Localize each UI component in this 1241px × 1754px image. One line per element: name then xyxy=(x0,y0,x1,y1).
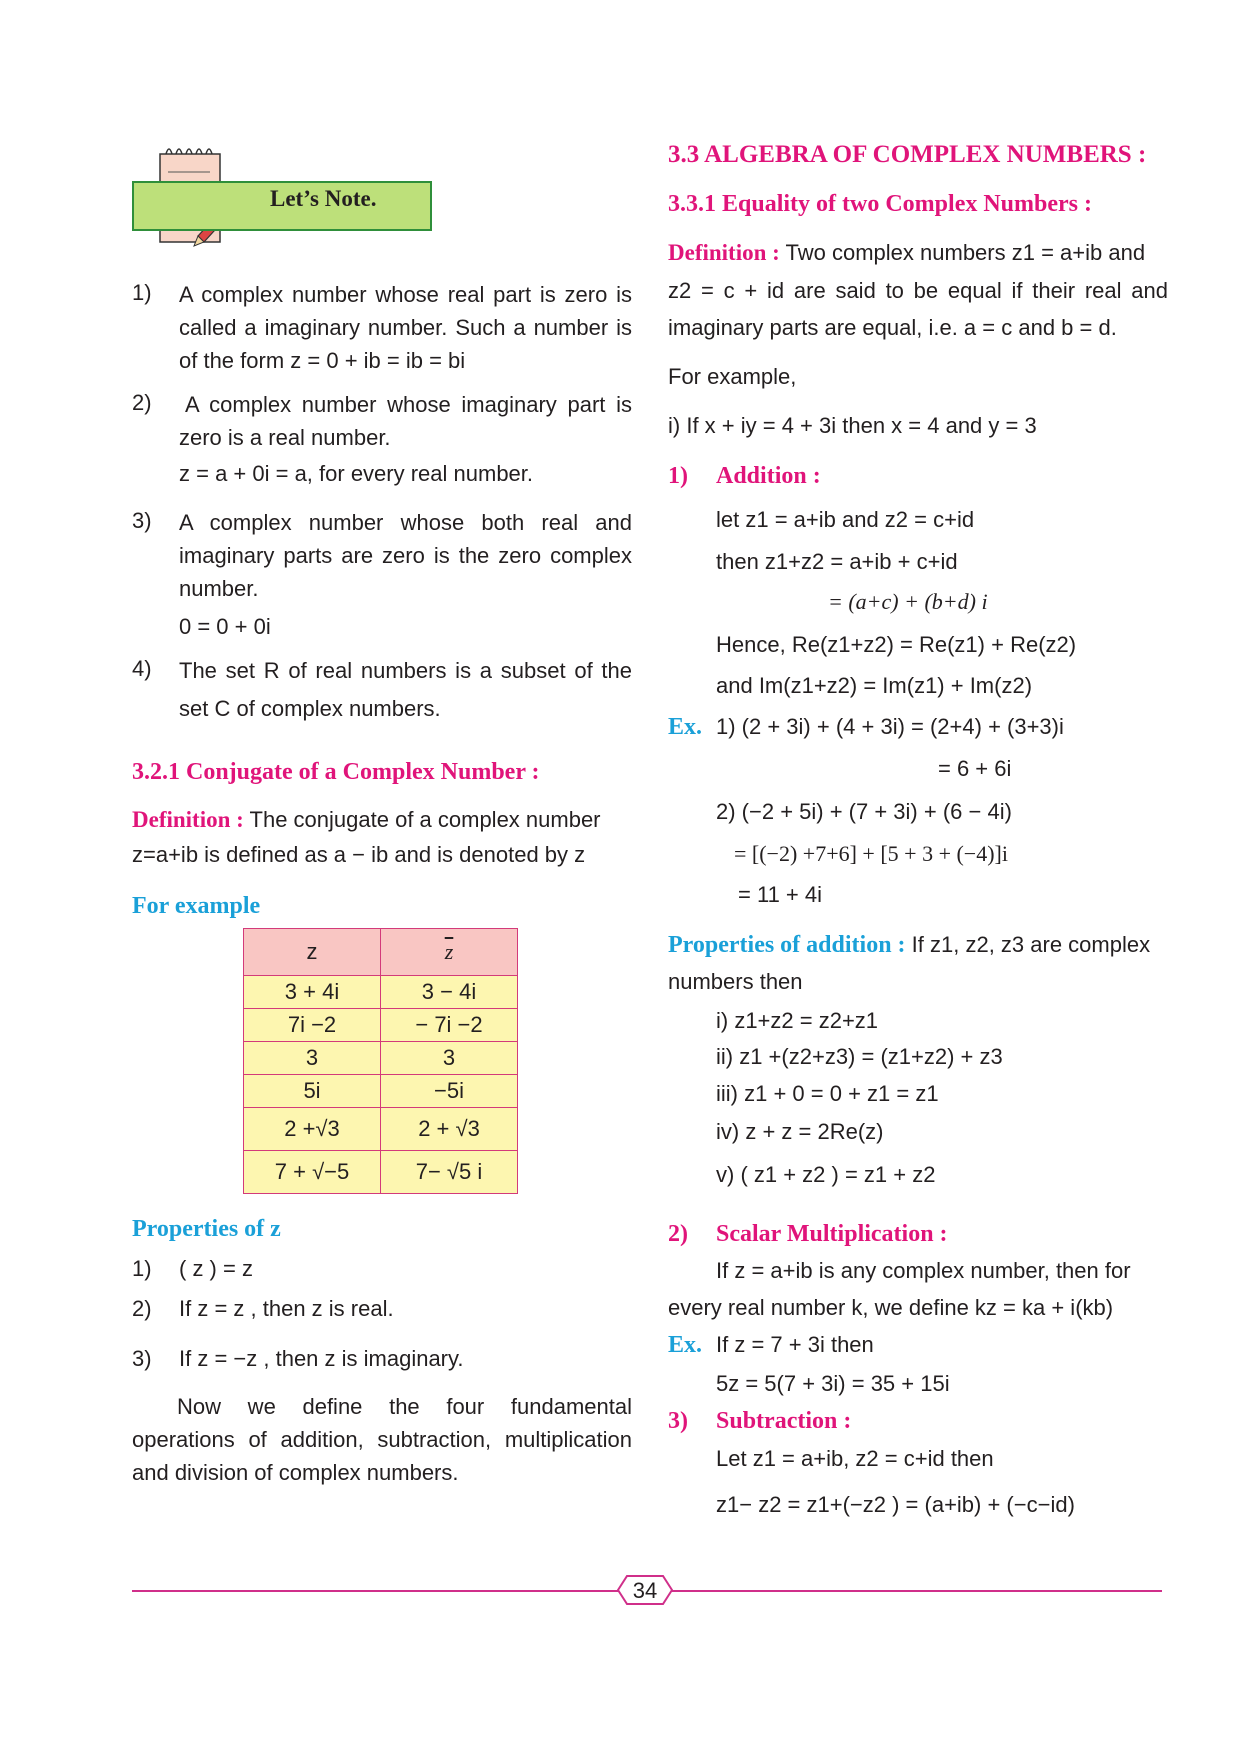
addition-example-1-result: = 6 + 6i xyxy=(938,756,1012,781)
addition-title: Addition : xyxy=(716,463,821,489)
table-row xyxy=(244,1108,518,1151)
property-number: 3) xyxy=(132,1346,152,1371)
note-3-line-4: 0 = 0 + 0i xyxy=(179,614,271,639)
note-3-line-1: A complex number whose both real and xyxy=(179,510,632,535)
table-cell: 3 − 4i xyxy=(381,976,518,1009)
property-text: ( z ) = z xyxy=(179,1256,253,1281)
addition-number: 1) xyxy=(668,463,688,489)
table-row xyxy=(244,976,518,1009)
note-title: Let’s Note. xyxy=(270,186,377,211)
conjugate-definition-line-2: z=a+ib is defined as a − ib and is denoted by z xyxy=(132,842,586,867)
table-header-z-bar: $\overline{z}$ xyxy=(381,929,518,976)
conjugate-property-2 xyxy=(132,1294,394,1324)
addition-line-3: = (a+c) + (b+d) i xyxy=(828,589,988,614)
closing-line-3: and division of complex numbers. xyxy=(132,1460,459,1485)
note-1 xyxy=(132,278,632,377)
note-4 xyxy=(132,654,632,725)
note-3-number: 3) xyxy=(132,508,152,533)
table-row xyxy=(244,1151,518,1194)
note-1-number: 1) xyxy=(132,280,152,305)
property-text: If z = −z , then z is imaginary. xyxy=(179,1346,464,1371)
table-cell: 3 + 4i xyxy=(244,976,381,1009)
equality-subheading: 3.3.1 Equality of two Complex Numbers : xyxy=(668,191,1092,217)
conjugate-definition-line-1 xyxy=(132,805,632,835)
scalar-line-1: If z = a+ib is any complex number, then for xyxy=(716,1258,1131,1283)
equality-definition-line-2: z2 = c + id are said to be equal if their real and xyxy=(668,278,1168,303)
conjugate-property-1 xyxy=(132,1254,253,1284)
property-number: 2) xyxy=(132,1296,152,1321)
properties-of-addition-label: Properties of addition : xyxy=(668,932,906,958)
table-cell: 3 xyxy=(381,1042,518,1075)
subtraction-title: Subtraction : xyxy=(716,1408,852,1434)
note-4-number: 4) xyxy=(132,656,152,681)
properties-of-addition-intro-2: numbers then xyxy=(668,969,803,994)
addition-example-label: Ex. xyxy=(668,714,703,740)
note-1-line-3: of the form z = 0 + ib = ib = bi xyxy=(179,348,466,373)
conjugate-property-3 xyxy=(132,1344,464,1374)
scalar-number: 2) xyxy=(668,1221,688,1247)
closing-line-2: operations of addition, subtraction, multiplication xyxy=(132,1427,632,1452)
note-1-line-1: A complex number whose real part is zero is xyxy=(179,282,632,307)
addition-property-2: ii) z1 +(z2+z3) = (z1+z2) + z3 xyxy=(716,1044,1003,1069)
page-number: 34 xyxy=(632,1578,658,1603)
table-cell: −5i xyxy=(381,1075,518,1108)
scalar-example-1: If z = 7 + 3i then xyxy=(716,1332,874,1357)
table-header-z: z xyxy=(244,929,381,976)
scalar-line-2: every real number k, we define kz = ka + i(kb) xyxy=(668,1295,1114,1320)
note-4-line-2: set C of complex numbers. xyxy=(179,696,441,721)
addition-line-1: let z1 = a+ib and z2 = c+id xyxy=(716,507,975,532)
conjugate-heading: 3.2.1 Conjugate of a Complex Number : xyxy=(132,759,540,785)
note-2 xyxy=(132,388,632,490)
scalar-example-label: Ex. xyxy=(668,1332,703,1358)
note-1-line-2: called a imaginary number. Such a number is xyxy=(179,315,632,340)
equality-definition-text: Two complex numbers z1 = a+ib and xyxy=(785,240,1146,265)
subtraction-line-1: Let z1 = a+ib, z2 = c+id then xyxy=(716,1446,994,1471)
addition-property-3: iii) z1 + 0 = 0 + z1 = z1 xyxy=(716,1081,939,1106)
scalar-example-2: 5z = 5(7 + 3i) = 35 + 15i xyxy=(716,1371,950,1396)
addition-example-2-result: = 11 + 4i xyxy=(738,882,822,907)
table-row xyxy=(244,1042,518,1075)
note-2-number: 2) xyxy=(132,390,152,415)
note-2-line-1: A complex number whose imaginary part is xyxy=(185,392,632,417)
properties-of-addition-intro xyxy=(668,930,1150,960)
equality-definition-line-1 xyxy=(668,238,1168,268)
addition-example-2-step: = [(−2) +7+6] + [5 + 3 + (−4)]i xyxy=(734,841,1008,866)
table-row xyxy=(244,1009,518,1042)
conjugate-definition-label: Definition : xyxy=(132,807,244,832)
note-2-line-3: z = a + 0i = a, for every real number. xyxy=(179,461,534,486)
addition-example-2: 2) (−2 + 5i) + (7 + 3i) + (6 − 4i) xyxy=(716,799,1012,824)
equality-definition-label: Definition : xyxy=(668,240,780,265)
algebra-heading: 3.3 ALGEBRA OF COMPLEX NUMBERS : xyxy=(668,141,1147,168)
equality-example-i: i) If x + iy = 4 + 3i then x = 4 and y = 3 xyxy=(668,413,1037,438)
properties-of-conjugate-heading: Properties of z xyxy=(132,1216,281,1242)
table-cell: − 7i −2 xyxy=(381,1009,518,1042)
table-cell: 7i −2 xyxy=(244,1009,381,1042)
addition-property-1: i) z1+z2 = z2+z1 xyxy=(716,1008,879,1033)
note-3-line-3: number. xyxy=(179,576,259,601)
note-3 xyxy=(132,506,632,643)
addition-property-5: v) ( z1 + z2 ) = z1 + z2 xyxy=(716,1162,936,1187)
addition-property-4: iv) z + z = 2Re(z) xyxy=(716,1119,884,1144)
note-4-line-1: The set R of real numbers is a subset of the xyxy=(179,658,632,683)
subtraction-line-2: z1− z2 = z1+(−z2 ) = (a+ib) + (−c−id) xyxy=(716,1492,1075,1517)
property-text: If z = z , then z is real. xyxy=(179,1296,394,1321)
table-header-row xyxy=(244,929,518,976)
addition-line-4: Hence, Re(z1+z2) = Re(z1) + Re(z2) xyxy=(716,632,1077,657)
note-2-line-2: zero is a real number. xyxy=(179,425,391,450)
addition-example-1: 1) (2 + 3i) + (4 + 3i) = (2+4) + (3+3)i xyxy=(716,714,1064,739)
scalar-title: Scalar Multiplication : xyxy=(716,1221,948,1247)
properties-of-addition-text: If z1, z2, z3 are complex xyxy=(911,932,1151,957)
subtraction-number: 3) xyxy=(668,1408,688,1434)
for-example-label: For example, xyxy=(668,364,797,389)
table-row xyxy=(244,1075,518,1108)
table-cell: 5i xyxy=(244,1075,381,1108)
table-cell: 3 xyxy=(244,1042,381,1075)
conjugate-table xyxy=(243,928,518,1194)
note-3-line-2: imaginary parts are zero is the zero complex xyxy=(179,543,632,568)
table-cell: 7− √5 i xyxy=(381,1151,518,1194)
for-example-heading: For example xyxy=(132,893,261,919)
closing-line-1: Now we define the four fundamental xyxy=(177,1394,632,1419)
conjugate-definition-text: The conjugate of a complex number xyxy=(249,807,601,832)
addition-line-2: then z1+z2 = a+ib + c+id xyxy=(716,549,958,574)
equality-definition-line-3: imaginary parts are equal, i.e. a = c and b = d. xyxy=(668,315,1117,340)
table-cell: 2 + √3 xyxy=(381,1108,518,1151)
table-cell: 2 +√3 xyxy=(244,1108,381,1151)
table-cell: 7 + √−5 xyxy=(244,1151,381,1194)
addition-line-5: and Im(z1+z2) = Im(z1) + Im(z2) xyxy=(716,673,1033,698)
property-number: 1) xyxy=(132,1256,152,1281)
